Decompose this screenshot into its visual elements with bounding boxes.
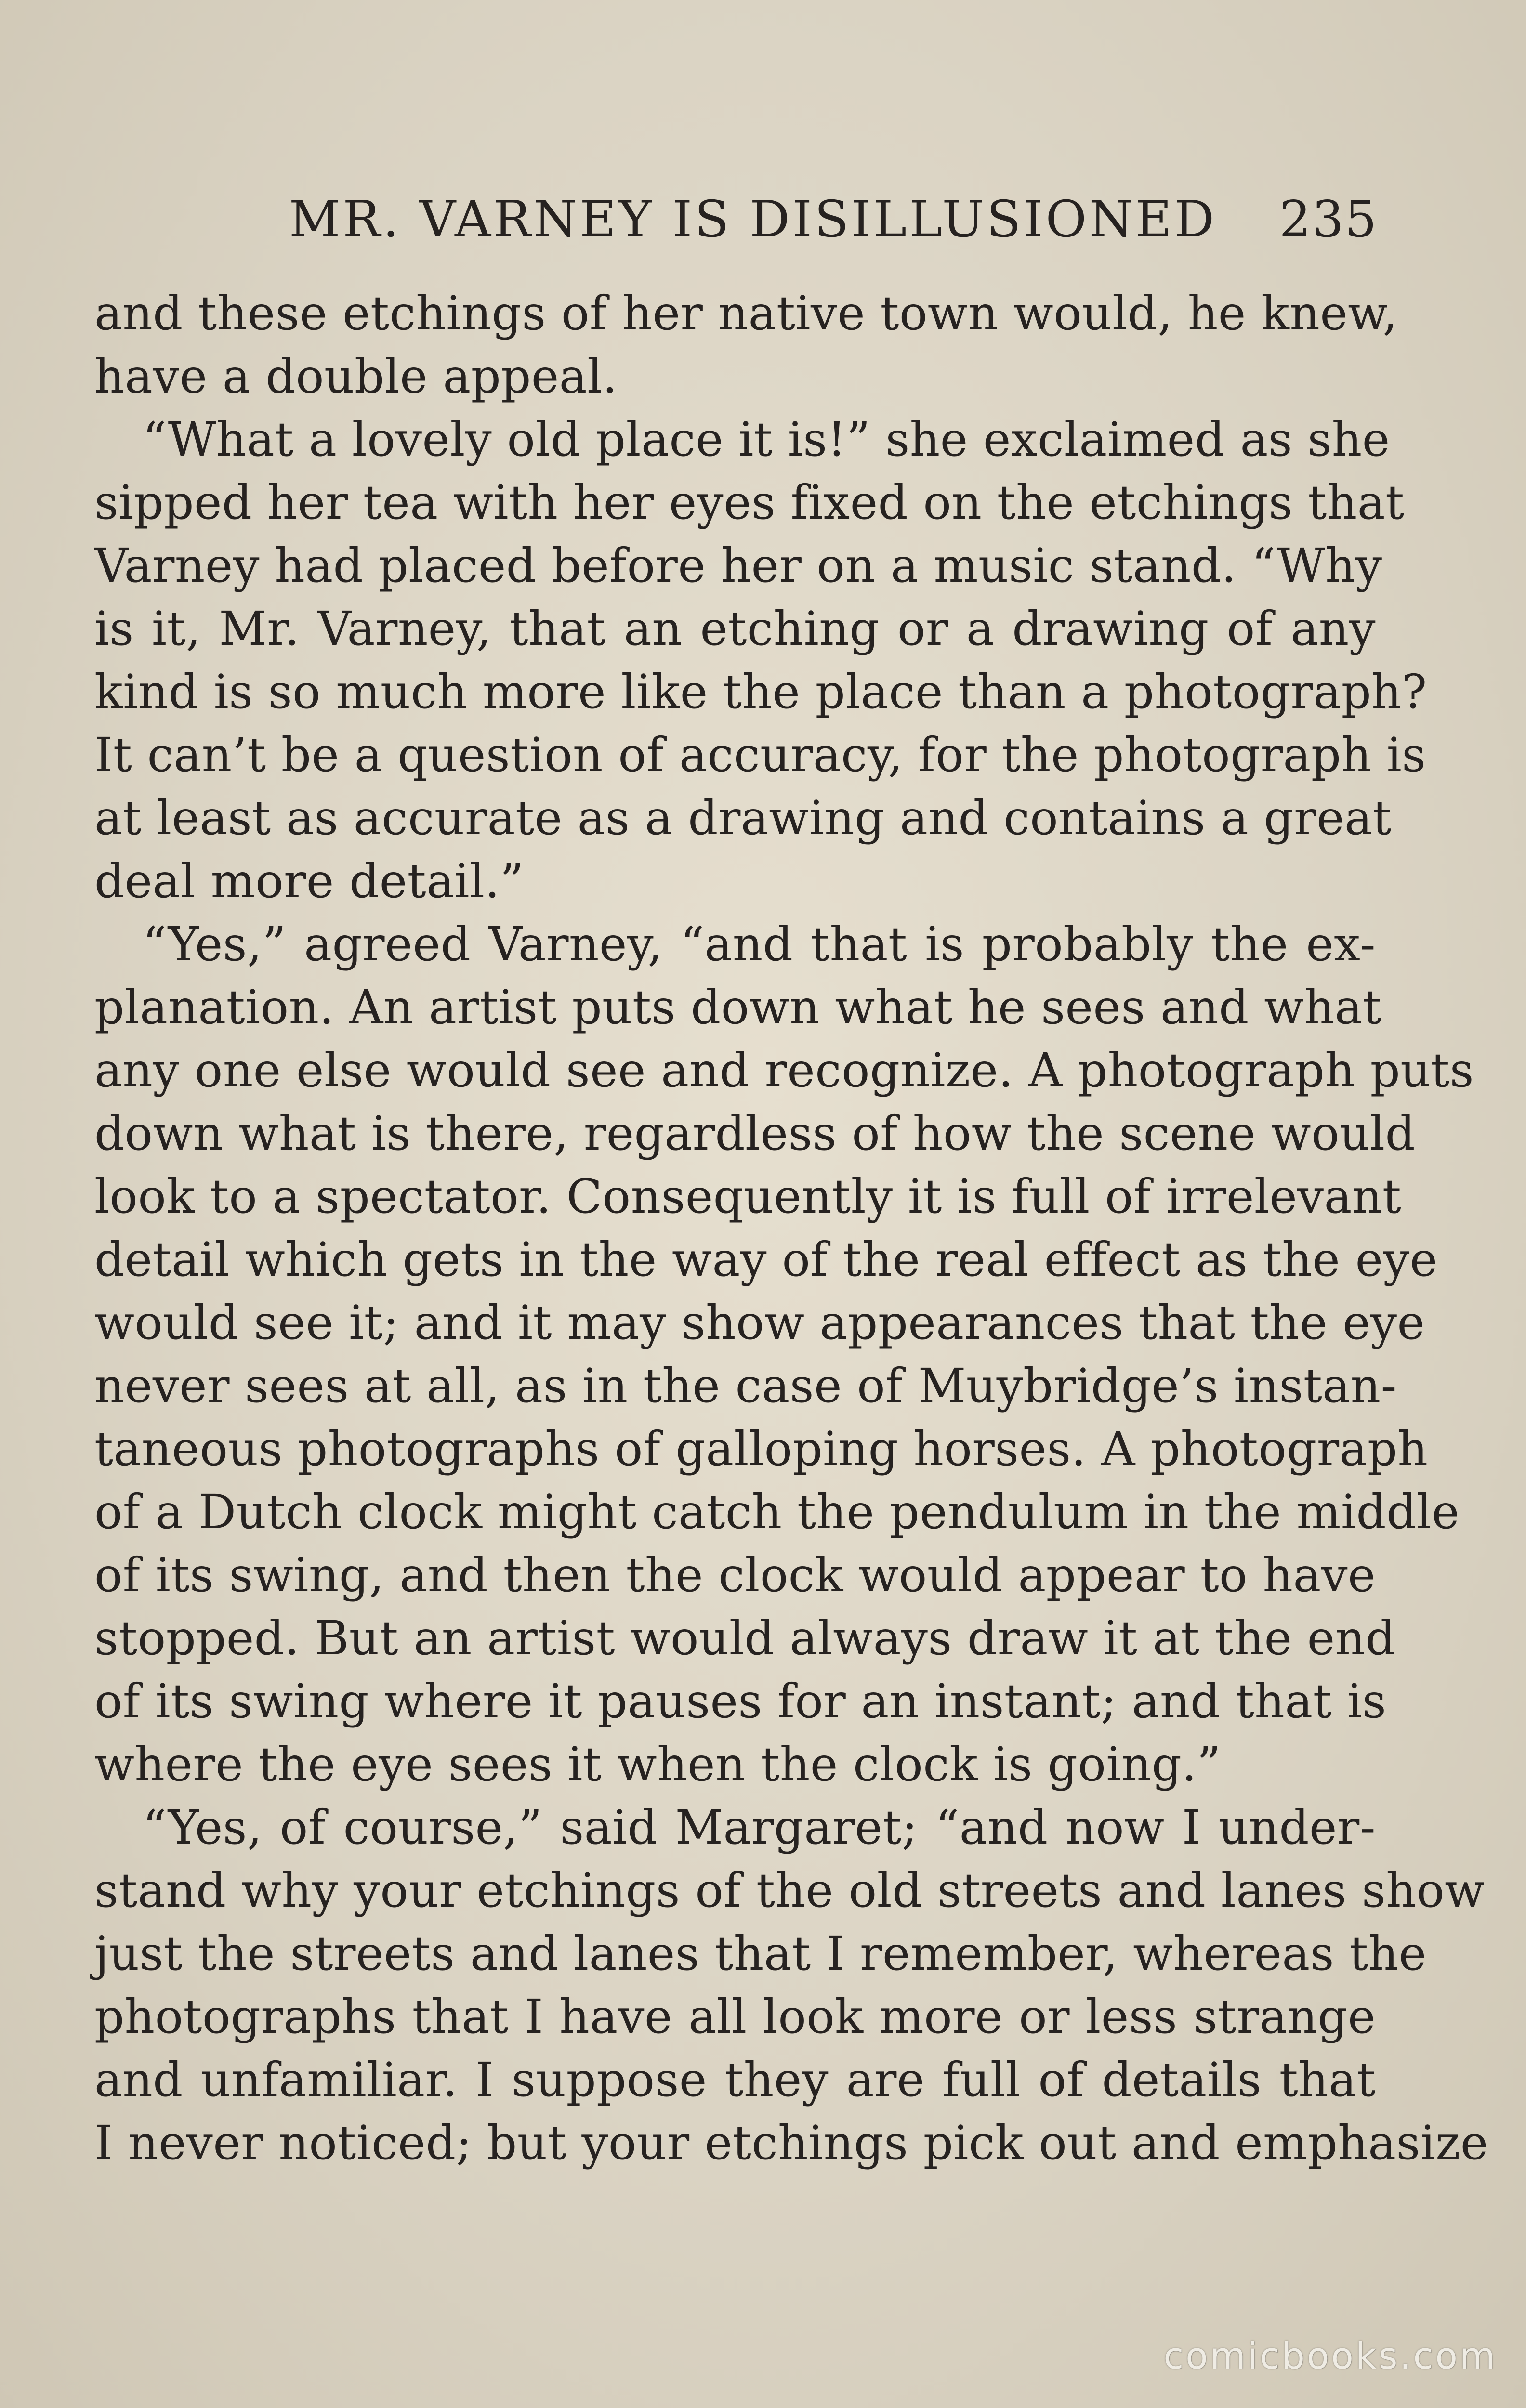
text-line: any one else would see and recognize. A photograph puts [94, 1043, 1474, 1098]
text-line: “What a lovely old place it is!” she exclaimed as she [143, 412, 1390, 467]
text-line: of its swing, and then the clock would appear to have [94, 1548, 1376, 1602]
text-line: taneous photographs of galloping horses. A photograph [94, 1422, 1428, 1476]
text-line: It can’t be a question of accuracy, for the photograph is [94, 728, 1426, 782]
text-line: “Yes, of course,” said Margaret; “and now I under- [143, 1800, 1376, 1855]
text-line: Varney had placed before her on a music stand. “Why [94, 538, 1382, 593]
text-line: at least as accurate as a drawing and contains a great [94, 791, 1392, 845]
page-number: 235 [1279, 190, 1378, 249]
text-line: just the streets and lanes that I remember, whereas the [94, 1926, 1427, 1981]
text-line: “Yes,” agreed Varney, “and that is probably the ex- [143, 917, 1376, 971]
text-line: never sees at all, as in the case of Muybridge’s instan- [94, 1359, 1397, 1413]
text-line: stopped. But an artist would always draw it at the end [94, 1611, 1396, 1665]
text-line: and these etchings of her native town would, he knew, [94, 286, 1398, 340]
text-line: of a Dutch clock might catch the pendulum in the middle [94, 1485, 1460, 1539]
running-head [289, 183, 1378, 255]
body-text [94, 282, 1488, 2174]
text-line: is it, Mr. Varney, that an etching or a drawing of any [94, 602, 1376, 656]
text-line: I never noticed; but your etchings pick out and emphasize [94, 2116, 1488, 2170]
text-line: detail which gets in the way of the real effect as the eye [94, 1232, 1438, 1287]
text-line: sipped her tea with her eyes fixed on the etchings that [94, 475, 1405, 530]
chapter-running-title: MR. VARNEY IS DISILLUSIONED [289, 190, 1217, 249]
text-line: stand why your etchings of the old streets and lanes show [94, 1863, 1485, 1918]
site-watermark: comicbooks.com [1163, 2334, 1497, 2377]
text-line: and unfamiliar. I suppose they are full of details that [94, 2053, 1376, 2107]
text-line: planation. An artist puts down what he sees and what [94, 980, 1382, 1034]
text-line: kind is so much more like the place than a photograph? [94, 665, 1427, 719]
text-line: would see it; and it may show appearances that the eye [94, 1296, 1425, 1350]
text-line: photographs that I have all look more or less strange [94, 1989, 1376, 2044]
text-line: of its swing where it pauses for an instant; and that is [94, 1674, 1387, 1728]
text-line: look to a spectator. Consequently it is full of irrelevant [94, 1169, 1402, 1224]
text-line: deal more detail.” [94, 854, 524, 908]
text-line: have a double appeal. [94, 349, 618, 404]
text-line: where the eye sees it when the clock is going.” [94, 1737, 1221, 1792]
text-line: down what is there, regardless of how the scene would [94, 1106, 1416, 1161]
